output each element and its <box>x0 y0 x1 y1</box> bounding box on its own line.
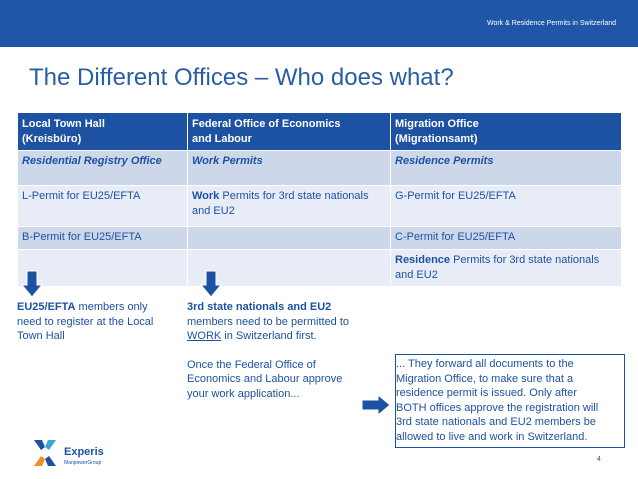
table-cell: B-Permit for EU25/EFTA <box>18 227 188 250</box>
slide-title: The Different Offices – Who does what? <box>29 64 454 91</box>
migration-office-callout <box>395 354 625 448</box>
column-header <box>18 113 188 151</box>
arrow-down-icon <box>200 270 222 298</box>
cell-bold-text: Residence <box>395 254 451 266</box>
note-text: in Switzerland first. <box>221 330 317 342</box>
note-underlined-text: WORK <box>187 330 222 342</box>
arrow-right-icon <box>361 394 391 416</box>
experis-logo-icon <box>32 438 58 468</box>
brand-name: Experis <box>64 446 104 458</box>
table-cell: G-Permit for EU25/EFTA <box>391 186 622 227</box>
table-cell: C-Permit for EU25/EFTA <box>391 227 622 250</box>
column-header-line2: (Migrationsamt) <box>395 133 478 145</box>
column-header <box>188 113 391 151</box>
table-cell <box>188 186 391 227</box>
brand-subtitle: ManpowerGroup <box>64 460 102 466</box>
note-paragraph: Once the Federal Office of Economics and Labour approve your work application... <box>187 358 343 400</box>
table-row <box>18 227 622 250</box>
header-bar <box>0 0 638 47</box>
table-row <box>18 186 622 227</box>
page-number: 4 <box>597 456 601 463</box>
callout-line: ... They forward all documents to the <box>396 358 574 370</box>
column-header-line1: Migration Office <box>395 118 479 130</box>
table-row <box>18 151 622 186</box>
table-cell <box>18 250 188 287</box>
table-cell: Work Permits <box>188 151 391 186</box>
column-header-line2: and Labour <box>192 133 252 145</box>
callout-line: Migration Office, to make sure that a <box>396 372 574 385</box>
table-cell: L-Permit for EU25/EFTA <box>18 186 188 227</box>
column-header-line2: (Kreisbüro) <box>22 133 82 145</box>
header-title: Work & Residence Permits in Switzerland <box>486 20 616 27</box>
callout-line: BOTH offices approve the registration will <box>396 401 599 414</box>
callout-line: residence permit is issued. Only after <box>396 387 577 399</box>
column-header-line1: Local Town Hall <box>22 118 105 130</box>
note-text: members need to be permitted to <box>187 315 350 328</box>
cell-bold-text: Work <box>192 190 220 202</box>
note-bold-text: EU25/EFTA <box>17 301 76 313</box>
column-header-line1: Federal Office of Economics <box>192 118 341 130</box>
cell-text: Permits for 3rd state nationals and EU2 <box>192 190 369 217</box>
third-state-note <box>187 300 357 401</box>
note-text: members only need to register at the Local Town Hall <box>17 301 154 342</box>
offices-table <box>17 112 622 287</box>
table-cell <box>391 250 622 287</box>
table-row <box>18 250 622 287</box>
arrow-down-icon <box>21 270 43 298</box>
note-bold-text: 3rd state nationals and EU2 <box>187 301 332 313</box>
eu-members-note <box>17 300 172 344</box>
callout-line: allowed to live and work in Switzerland. <box>396 430 588 443</box>
table-cell: Residential Registry Office <box>18 151 188 186</box>
callout-line: 3rd state nationals and EU2 members be <box>396 416 596 428</box>
table-cell: Residence Permits <box>391 151 622 186</box>
column-header <box>391 113 622 151</box>
table-header-row <box>18 113 622 151</box>
note-paragraph <box>187 300 357 344</box>
table-cell <box>188 227 391 250</box>
cell-text: Permits for 3rd state nationals and EU2 <box>395 254 600 281</box>
